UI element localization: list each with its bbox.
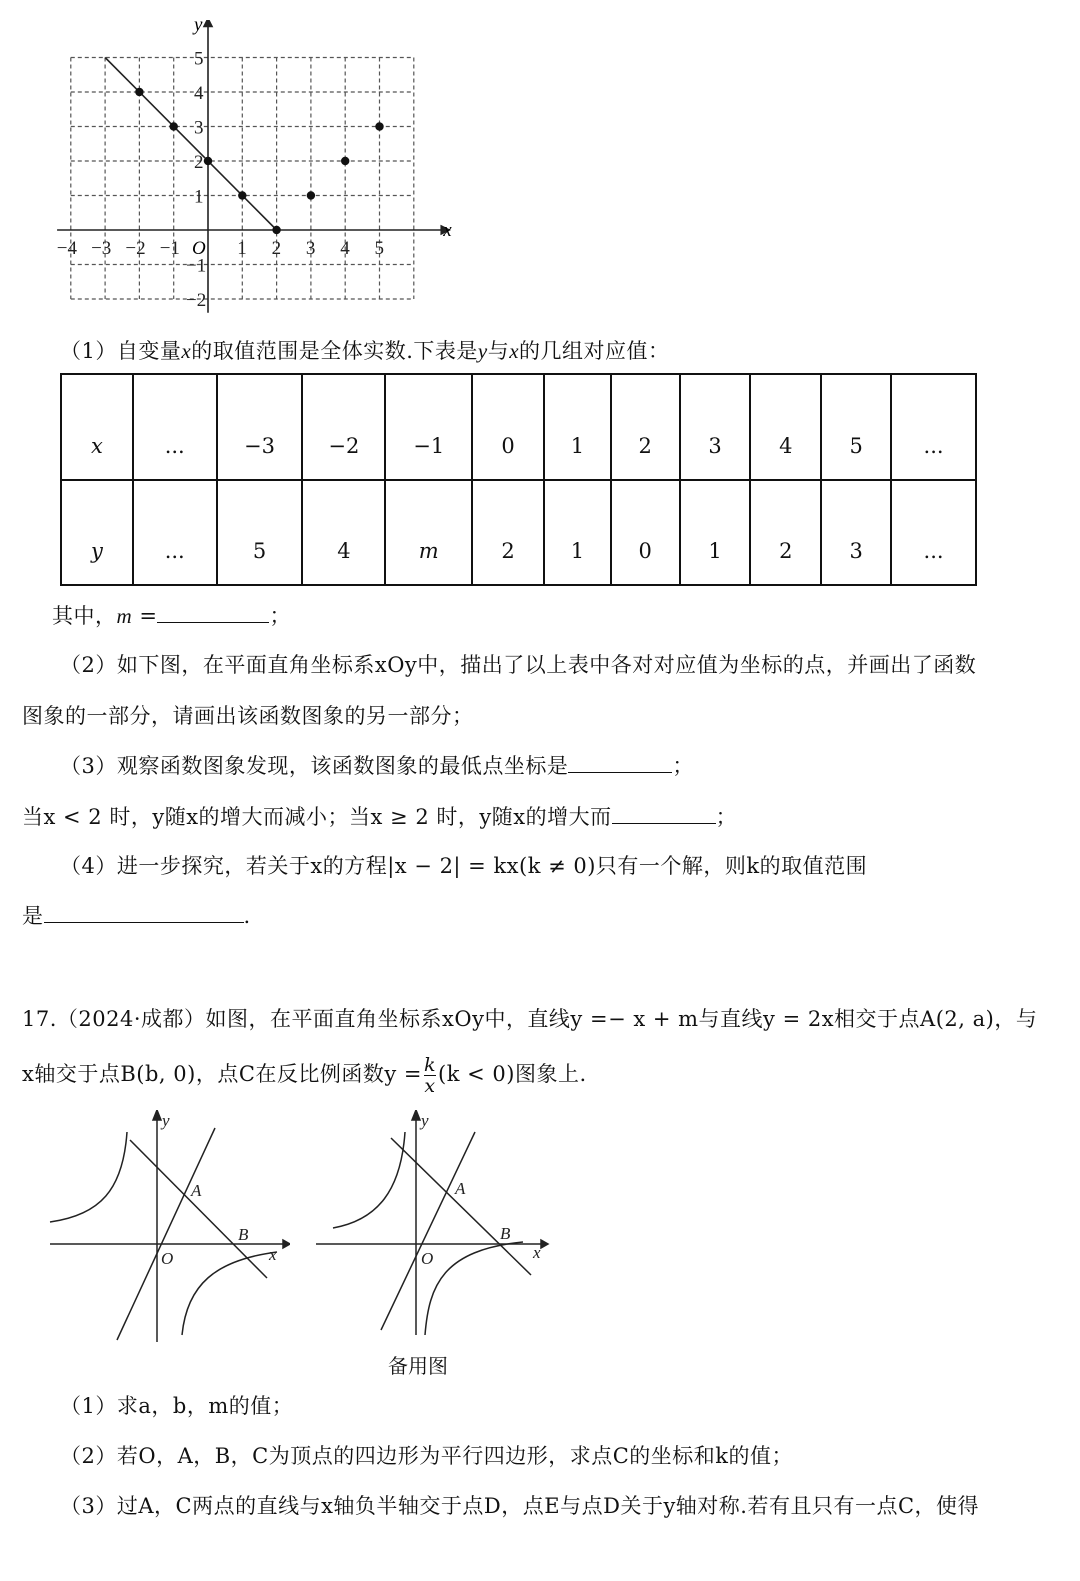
origin-label: O (161, 1249, 174, 1268)
y-label: y (421, 1111, 429, 1130)
line-y-2x (117, 1128, 215, 1340)
text: ； (269, 604, 291, 628)
tick-labels (57, 49, 384, 312)
hyperbola-branch-lower (425, 1242, 523, 1335)
text: ； (715, 805, 738, 829)
answer-blank[interactable] (568, 771, 672, 773)
table-cell: ... (133, 480, 217, 586)
table-cell: y (61, 480, 133, 586)
text: 与 (487, 339, 510, 363)
origin-label: O (192, 238, 206, 259)
text: 当x < 2 时，y随x的增大而减小；当x ≥ 2 时，y随x的增大而 (22, 805, 612, 829)
text: ； (672, 754, 694, 778)
y-tick-label: −1 (186, 255, 207, 277)
table-cell: 3 (821, 480, 891, 586)
plotted-point (375, 122, 383, 130)
line-y-2x (381, 1132, 475, 1330)
x-tick-label: 4 (340, 238, 350, 259)
text: = (132, 604, 158, 628)
table-cell: 3 (680, 374, 751, 480)
y-tick-label: −2 (186, 290, 207, 311)
table-cell: 4 (750, 374, 821, 480)
point-A-label: A (455, 1179, 466, 1198)
denominator: x (424, 1075, 436, 1097)
numerator: k (424, 1054, 437, 1076)
plotted-point (170, 122, 178, 130)
y-arrow-icon (204, 20, 212, 26)
x-arrow-icon (541, 1240, 548, 1248)
origin-label: O (421, 1249, 434, 1268)
hyperbola-branch-upper (333, 1132, 405, 1228)
table-cell: 1 (544, 480, 611, 586)
plotted-point (238, 191, 246, 199)
point-B-label: B (238, 1225, 249, 1244)
q16-part4-line2 (22, 900, 251, 930)
q17-part2: （2）若O，A，B，C为顶点的四边形为平行四边形，求点C的坐标和k的值； (60, 1444, 794, 1468)
y-tick-label: 2 (194, 152, 204, 173)
y-arrow-icon (412, 1110, 420, 1120)
table-cell: 2 (611, 374, 680, 480)
x-tick-label: −1 (159, 238, 180, 259)
answer-blank[interactable] (612, 822, 716, 824)
q16-part1 (60, 335, 670, 365)
y-label: y (162, 1111, 170, 1130)
text: 是 (22, 904, 44, 928)
y-tick-label: 3 (194, 117, 204, 139)
m-answer-line (52, 600, 291, 630)
var: x (509, 339, 520, 363)
x-tick-label: 5 (374, 238, 384, 259)
var: m (116, 604, 133, 628)
q17-part3: （3）过A，C两点的直线与x轴负半轴交于点D，点E与点D关于y轴对称.若有且只有一点C，使得 (60, 1494, 980, 1518)
x-tick-label: −3 (91, 238, 112, 259)
figure-left (45, 1110, 290, 1345)
y-tick-label: 1 (194, 186, 204, 208)
table-row-y (61, 480, 976, 586)
table-cell: 1 (544, 374, 611, 480)
dashed-grid (71, 58, 414, 300)
y-arrow-icon (153, 1110, 161, 1120)
plotted-point (204, 157, 212, 165)
text: （3）观察函数图象发现，该函数图象的最低点坐标是 (60, 754, 569, 778)
plotted-point (135, 88, 143, 96)
table-cell: 5 (821, 374, 891, 480)
text: 其中， (52, 604, 117, 628)
axes (57, 20, 449, 313)
table-cell: 5 (217, 480, 303, 586)
x-arrow-icon (283, 1240, 290, 1248)
coordinate-graph (40, 20, 470, 320)
table-cell: m (385, 480, 472, 586)
x-tick-label: 1 (237, 238, 247, 259)
plotted-point (272, 226, 280, 234)
text: （1）自变量 (60, 339, 182, 363)
text: . (243, 904, 251, 928)
table-cell: 0 (611, 480, 680, 586)
text: x轴交于点B(b, 0)，点C在反比例函数y = (22, 1062, 423, 1086)
table-cell: ... (133, 374, 217, 480)
table-cell: ... (891, 374, 976, 480)
table-cell: 4 (302, 480, 385, 586)
y-tick-label: 4 (194, 83, 204, 104)
x-tick-label: −2 (125, 238, 146, 259)
hyperbola-branch-upper (50, 1132, 127, 1222)
q17-part1: （1）求a，b，m的值； (60, 1394, 294, 1418)
x-axis-label: x (443, 220, 452, 241)
figure-right (313, 1110, 558, 1345)
q17-line2 (22, 1055, 587, 1096)
hyperbola-branch-lower (182, 1252, 277, 1335)
plotted-point (307, 191, 315, 199)
answer-blank[interactable] (157, 621, 269, 623)
fraction-k-over-x (424, 1055, 436, 1096)
line-y-neg-x-m (391, 1138, 531, 1275)
y-tick-label: 5 (194, 48, 204, 70)
text: 的取值范围是全体实数.下表是 (191, 339, 478, 363)
table-cell: 2 (472, 480, 544, 586)
value-table (60, 373, 977, 586)
point-A-label: A (191, 1181, 202, 1200)
table-cell: 0 (472, 374, 544, 480)
table-cell: 1 (680, 480, 751, 586)
q16-part3-line2 (22, 801, 737, 831)
q16-part4-line1: （4）进一步探究，若关于x的方程|x − 2| = kx(k ≠ 0)只有一个解，则k的取值范围 (60, 854, 868, 878)
table-cell: x (61, 374, 133, 480)
table-cell: −1 (385, 374, 472, 480)
q17-line1: 17.（2024·成都）如图，在平面直角坐标系xOy中，直线y =− x + m与直线y = 2x相交于点A(2, a)，与 (22, 1007, 1038, 1031)
text: 的几组对应值： (519, 339, 670, 363)
table-row-x (61, 374, 976, 480)
plotted-point (341, 157, 349, 165)
x-tick-label: 2 (271, 238, 282, 259)
q16-part2-line1: （2）如下图，在平面直角坐标系xOy中，描出了以上表中各对对应值为坐标的点，并画出了函数 (60, 653, 977, 677)
table-cell: −3 (217, 374, 303, 480)
x-label: x (269, 1245, 277, 1264)
table-cell: ... (891, 480, 976, 586)
var: y (477, 339, 488, 363)
answer-blank[interactable] (44, 921, 244, 923)
x-tick-label: 3 (305, 238, 316, 259)
table-cell: 2 (750, 480, 821, 586)
line-y-neg-x-m (130, 1140, 267, 1278)
x-tick-label: −4 (56, 238, 78, 259)
x-label: x (533, 1243, 541, 1262)
y-axis-label: y (194, 20, 203, 36)
table-cell: −2 (302, 374, 385, 480)
text: (k < 0)图象上. (438, 1062, 587, 1086)
var: x (181, 339, 192, 363)
figure-caption: 备用图 (388, 1354, 448, 1378)
graph-line (105, 58, 277, 231)
point-B-label: B (500, 1224, 511, 1243)
q16-part3-line1 (60, 750, 694, 780)
q16-part2-line2: 图象的一部分，请画出该函数图象的另一部分； (22, 704, 474, 728)
